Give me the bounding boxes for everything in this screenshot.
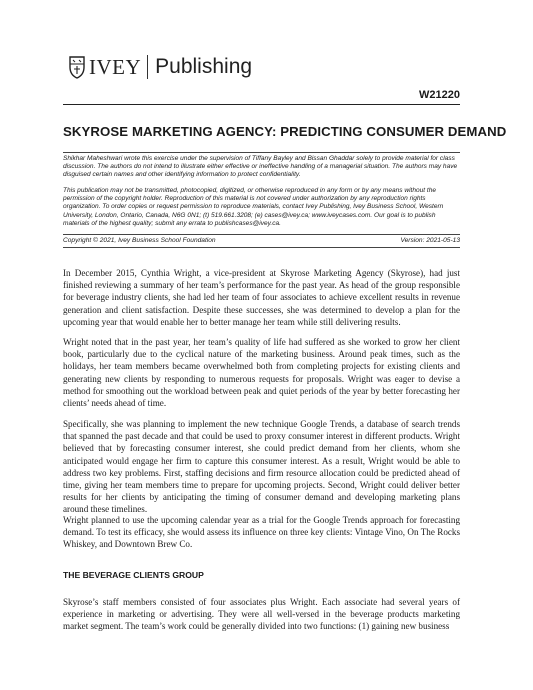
authorship-note: Shikhar Maheshwari wrote this exercise under the supervision of Tiffany Bayley and Bissan Ghaddar solely to provide material for class discussion. The authors do not intend to illustrate either effective or ineffective handling of a managerial situation. The authors may have disguised certain names and other identifying information to protect confidentiality. bbox=[63, 155, 458, 179]
logo-divider bbox=[147, 55, 148, 79]
ivey-publishing-logo bbox=[68, 52, 252, 82]
logo-publishing: Publishing bbox=[155, 55, 253, 78]
case-code: W21220 bbox=[419, 89, 460, 101]
paragraph-intro: In December 2015, Cynthia Wright, a vice-president at Skyrose Marketing Agency (Skyrose), had just finished reviewing a summary of her team’s performance for the past year. As head of the group responsible for beverage industry clients, she had led her team of four associates to achieve excellent results in revenue generation and client satisfaction. Despite these successes, she was determined to develop a plan for the upcoming year that would enable her to better manage her team while still delivering results. bbox=[63, 268, 460, 327]
paragraph-workload: Wright noted that in the past year, her team’s quality of life had suffered as she worked to grow her client book, particularly due to the cyclical nature of the marketing business. Around peak times, such as the holidays, her team members became overwhelmed both from completing projects for existing clients and generating new clients by responding to numerous requests for proposals. Wright was eager to devise a method for smoothing out the workload between peak and quiet periods of the year by better forecasting her clients’ needs ahead of time. bbox=[63, 337, 460, 409]
paragraph-trial: Wright planned to use the upcoming calendar year as a trial for the Google Trends approach for forecasting demand. To test its efficacy, she would assess its influence on three key clients: Vintage Vino, On The Rocks Whiskey, and Downtown Brew Co. bbox=[63, 515, 460, 550]
section-heading: THE BEVERAGE CLIENTS GROUP bbox=[63, 570, 204, 580]
copyright-text: Copyright © 2021, Ivey Business School Foundation bbox=[63, 237, 216, 244]
case-title: SKYROSE MARKETING AGENCY: PREDICTING CONSUMER DEMAND bbox=[63, 124, 507, 139]
disclaimer-top-rule bbox=[63, 152, 460, 153]
paragraph-staff: Skyrose’s staff members consisted of four associates plus Wright. Each associate had several years of experience in marketing or advertising. They were all well-versed in the beverage products marketing market segment. The team’s work could be generally divided into two functions: (1) gaining new business bbox=[63, 597, 460, 632]
disclaimer-mid-rule bbox=[63, 234, 460, 235]
logo-wordmark: IVEY bbox=[89, 54, 142, 79]
reproduction-notice: This publication may not be transmitted, photocopied, digitized, or otherwise reproduced in any form or by any means without the permission of the copyright holder. Reproduction of this material is not covered under authorization by any reproduction rights organization. To order copies or request permission to reproduce materials, contact Ivey Publishing, Ivey Business School, Western University, London, Ontario, Canada, N6G 0N1; (t) 519.661.3208; (e) cases@ivey.ca; www.iveycases.com. Our goal is to publish materials of the highest quality; submit any errata to publishcases@ivey.ca. bbox=[63, 187, 444, 227]
header-rule bbox=[63, 104, 460, 105]
disclaimer-bottom-rule bbox=[63, 247, 460, 248]
paragraph-google-trends: Specifically, she was planning to implement the new technique Google Trends, a database of search trends that spanned the past decade and that could be used to proxy consumer interest in different products. Wright believed that by forecasting consumer interest, she could predict demand from her clients, whom she anticipated would engage her firm to capture this consumer interest. As a result, Wright would be able to address two key problems. First, staffing decisions and firm resource allocation could be predicted ahead of time, giving her team members time to prepare for upcoming projects. Second, Wright could deliver better results for her clients by anticipating the timing of consumer demand and developing marketing plans around these timelines. bbox=[63, 419, 460, 515]
version-text: Version: 2021-05-13 bbox=[400, 237, 460, 244]
copyright-line bbox=[63, 237, 460, 244]
crest-icon bbox=[68, 55, 86, 79]
